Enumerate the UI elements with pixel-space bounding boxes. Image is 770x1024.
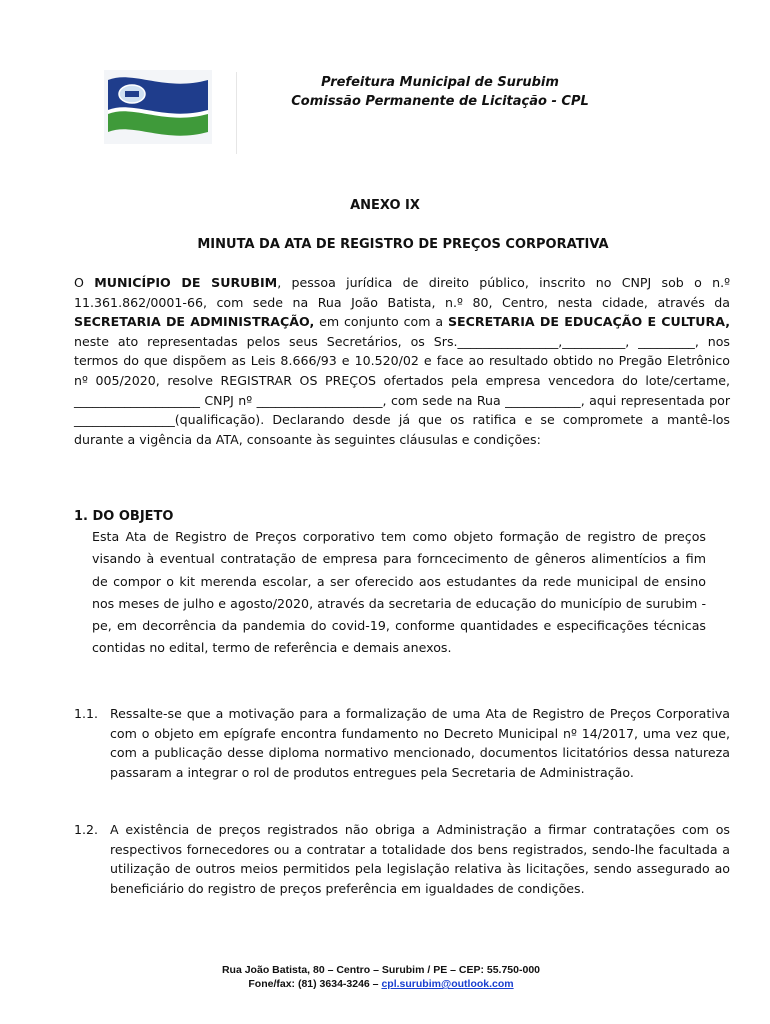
- header-divider: [236, 72, 237, 154]
- footer-address: Rua João Batista, 80 – Centro – Surubim / PE – CEP: 55.750-000: [221, 964, 541, 976]
- intro-secretaria-edu: SECRETARIA DE EDUCAÇÃO E CULTURA,: [447, 314, 730, 330]
- annex-title: ANEXO IX: [350, 198, 420, 213]
- section-body: Esta Ata de Registro de Preços corporativo tem como objeto formação de registro de preços visando à eventual contratação de empresa para forncecimento de gêneros alimentícios a fim de compor o kit merenda escolar, a ser oferecido aos estudantes da rede municipal de ensino nos meses de julho e agosto/2020, através da secretaria de educação do município de surubim - pe, em decorrência da pandemia do covid-19, conforme quantidades e especificações técnicas contidas no edital, termo de referência e demais anexos.: [92, 529, 706, 656]
- footer-email-link[interactable]: cpl.surubim@outlook.com: [381, 978, 514, 990]
- footer-phone: Fone/fax: (81) 3634-3246 –: [248, 978, 382, 990]
- header-commission: Comissão Permanente de Licitação - CPL: [291, 94, 589, 109]
- clause-text: Ressalte-se que a motivação para a formalização de uma Ata de Registro de Preços Corporativa com o objeto em epígrafe encontra fundamento no Decreto Municipal nº 14/2017, uma vez que, com a publicação desse diploma normativo mencionado, documentos licitatórios dessa natureza passaram a integrar o rol de produtos entregues pela Secretaria de Administração.: [110, 706, 730, 780]
- intro-text-3: em conjunto com a: [314, 314, 448, 330]
- clause-item: [74, 704, 730, 782]
- header-municipality: Prefeitura Municipal de Surubim: [321, 75, 559, 90]
- clause-number: 1.2.: [74, 822, 99, 837]
- clause-item: [74, 820, 730, 898]
- intro-text-4: neste ato representadas pelos seus Secretários, os Srs.________________,__________, _________, nos termos do que dispõem as Leis 8.666/93 e 10.520/02 e face ao resultado obtido no Pregão Eletrônico nº 005/2020, resolve REGISTRAR OS PREÇOS ofertados pela empresa vencedora do lote/certame, ____________________ CNPJ nº ____________________, com sede na Rua ____________, aqui representada por ________________(qualificação). Declarando desde já que os ratifica e se compromete a mantê-los durante a vigência da ATA, consoante às seguintes cláusulas e condições:: [74, 333, 730, 447]
- clause-text: A existência de preços registrados não obriga a Administração a firmar contratações com os respectivos fornecedores ou a contratar a totalidade dos bens registrados, sendo-lhe facultada a utilização de outros meios permitidos pela legislação relativa às licitações, sendo assegurado ao beneficiário do registro de preços preferência em igualdades de condições.: [110, 822, 730, 896]
- intro-text-2: , pessoa jurídica de direito público, inscrito no CNPJ sob o n.º 11.361.862/0001-66, com sede na Rua João Batista, n.º 80, Centro, nesta cidade, através da: [74, 275, 731, 310]
- intro-paragraph: [74, 273, 730, 449]
- municipal-flag-logo: [104, 70, 212, 144]
- intro-secretaria-adm: SECRETARIA DE ADMINISTRAÇÃO,: [74, 314, 315, 330]
- footer-contact: [0, 977, 762, 991]
- intro-text-1: O: [74, 275, 95, 290]
- document-title: MINUTA DA ATA DE REGISTRO DE PREÇOS CORPORATIVA: [197, 237, 609, 252]
- clause-number: 1.1.: [74, 706, 99, 721]
- intro-municipio: MUNICÍPIO DE SURUBIM: [94, 275, 278, 290]
- section-heading: 1. DO OBJETO: [74, 509, 174, 524]
